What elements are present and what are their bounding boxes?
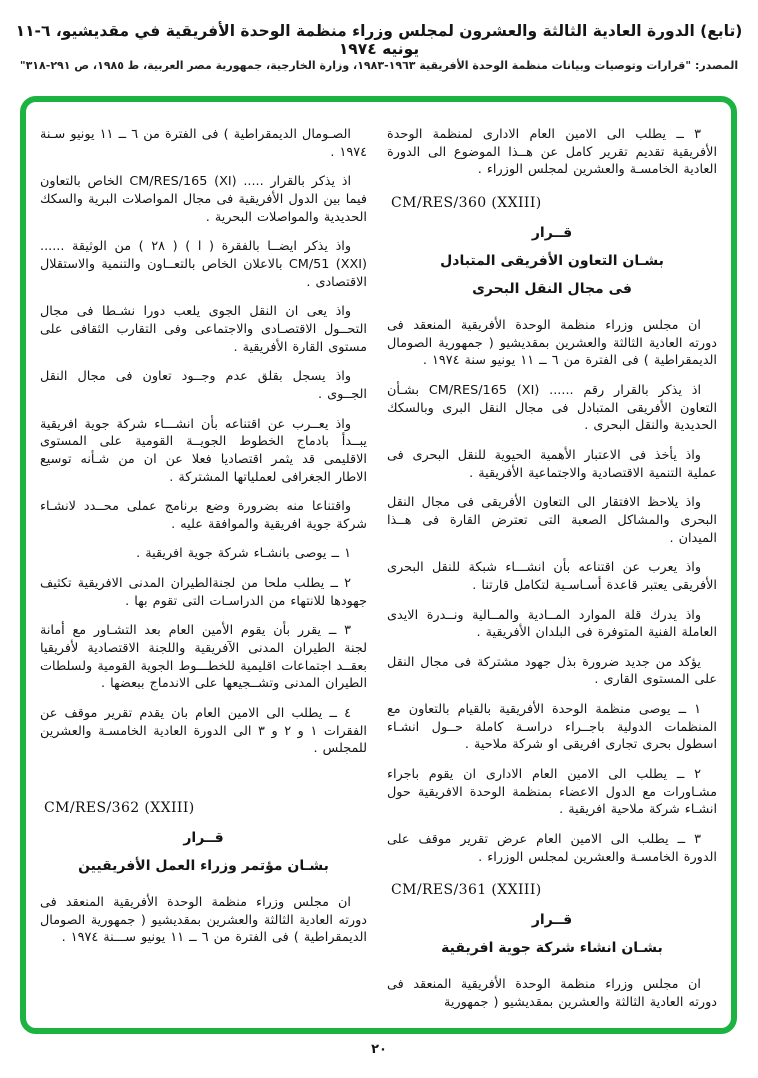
paragraph: اذ يذكر بالقرار رقم ...... CM/RES/165 (XI) بشـأن التعاون الأفريقى المتبادل فى مجال النقل البرى وبالسكك الحديدية والنقل البحرى . — [387, 382, 717, 434]
page-number: ٢٠ — [371, 1042, 387, 1057]
heading-line: فى مجال النقل البحرى — [472, 280, 632, 297]
paragraph: ٣ ــ يقرر بأن يقوم الأمين العام بعد التشـاور مع أمانة لجنة الطيران المدنى الآفريقية واللجنة الاقتصادية لأفريقيا بعقــد اجتماعات اقليمية للخطـــوط الجوية القومية ولسلطات الطيران المدنى وتشــجيعها على الاندماج ببعضها . — [40, 623, 367, 692]
paragraph: الصـومال الديمقراطية ) فى الفترة من ٦ ــ ١١ يونيو سـنة ١٩٧٤ . — [40, 127, 367, 160]
right-column — [387, 126, 717, 1020]
paragraph: واقتناعا منه بضرورة وضع برنامج عملى محــدد لانشـاء شركة جوية افريقية والموافقة عليه . — [40, 499, 367, 532]
paragraph: ١ ــ يوصى بانشـاء شركة جوية افريقية . — [136, 546, 351, 562]
heading-line: قــرار — [531, 224, 573, 241]
paragraph: واذ يدرك قلة الموارد المــادية والمــالية ونــدرة الايدى العاملة الفنية المتوفرة فى البلدان الأفريقية . — [387, 607, 717, 641]
heading-line: بشـان انشاء شركة جوية افريقية — [441, 940, 663, 957]
paragraph: ان مجلس وزراء منظمة الوحدة الأفريقية المنعقد فى دورته العادية الثالثة والعشرين بمقديشيو ( جمهورية — [387, 977, 717, 1011]
paragraph: ٣ ــ يطلب الى الامين العام عرض تقرير موقف على الدورة الخامسـة والعشرين لمجلس الوزراء . — [387, 832, 717, 865]
paragraph: واذ يعى ان النقل الجوى يلعب دورا نشـطا فى مجال التحــول الاقتصـادى والاجتماعى وفى التقارب الثقافى على مستوى القارة الأفريقية . — [40, 304, 367, 355]
paragraph: ٣ ــ يطلب الى الامين العام الادارى لمنظمة الوحدة الأفريقية تقديم تقرير كامل عن هــذا الموضوع الى الدورة العادية الخامسـة والعشرين لمجلس الوزراء . — [387, 127, 717, 178]
resolution-heading — [387, 219, 717, 303]
resolution-ref: CM/RES/360 (XXIII) — [391, 194, 542, 211]
paragraph: ٤ ــ يطلب الى الامين العام بان يقدم تقرير موقف عن الفقرات ١ و ٢ و ٣ الى الدورة العادية الخامسـة والعشرين للمجلس . — [40, 706, 367, 757]
heading-line: قــرار — [531, 912, 573, 929]
resolution-heading — [387, 906, 717, 962]
paragraph: ١ ــ يوصى منظمة الوحدة الأفريقية بالقيام بالتعاون مع المنظمات الدولية باجــراء دراسـة كاملة حــول انشـاء اسطول بحرى تجارى افريقى او شركة ملاحية . — [387, 702, 717, 753]
resolution-ref: CM/RES/362 (XXIII) — [44, 800, 195, 817]
resolution-heading — [40, 824, 367, 880]
paragraph: اذ يذكر بالقرار ..... CM/RES/165 (XI) الخاص بالتعاون فيما بين الدول الأفريقية فى مجال المواصلات البرية والسكك الحديدية والمواصلات البحرية . — [40, 174, 367, 225]
source-citation: المصدر: "قرارات وتوصيات وبيانات منظمة الوحدة الأفريقية ١٩٦٣-١٩٨٣، وزارة الخارجية، جمهورية مصر العربية، ط ١٩٨٥، ص ٢٩١-٣١٨" — [19, 59, 739, 72]
paragraph: واذ يعرب عن اقتناعه بأن انشـــاء شبكة للنقل البحرى الأفريقى يعتبر قاعدة أسـاسـية لتكامل قارتنا . — [387, 560, 717, 593]
resolution-ref: CM/RES/361 (XXIII) — [391, 882, 542, 899]
text-columns — [40, 126, 717, 1020]
paragraph: ان مجلس وزراء منظمة الوحدة الأفريقية المنعقد فى دورته العادية الثالثة والعشرين بمقديشيو ( جمهورية الصومال الديمقراطية ) فى الفترة من ٦ ــ ١١ يونيو ســـنة ١٩٧٤ . — [40, 895, 367, 946]
heading-line: بشـان مؤتمر وزراء العمل الأفريقيين — [78, 858, 329, 875]
paragraph: واذ يذكر ايضــا بالفقرة ( ا ) ( ٢٨ ) من الوثيقة ...... CM/51 (XXI) بالاعلان الخاص بالتعــاون والتنمية والاستقلال الاقتصادى . — [40, 239, 367, 290]
paragraph: واذ يعــرب عن اقتناعه بأن انشـــاء شركة جوية افريقية يبــدأ بادماج الخطوط الجويــة القومية على المستوى الاقليمى قد يثمر اقتصاديا فعلا عن ان من شـأنه توسيع الاطار الجغرافى لعملياتها المشتركة . — [40, 416, 367, 485]
heading-line: قــرار — [183, 830, 224, 847]
paragraph: واذ يلاحظ الافتقار الى التعاون الأفريقى فى مجال النقل البحرى والمشاكل الصعبة التى تعترض القارة فى هــذا الميدان . — [387, 495, 717, 546]
paragraph: ان مجلس وزراء منظمة الوحدة الأفريقية المنعقد فى دورته العادية الثالثة والعشرين بمقديشيو ( جمهورية الصومال الديمقراطية ) فى الفترة من ٦ ــ ١١ يونيو سنة ١٩٧٤ . — [387, 317, 717, 369]
paragraph: ٢ ــ يطلب ملحا من لجنةالطيران المدنى الافريقية تكثيف جهودها للانتهاء من الدراسـات التى تقوم بها . — [40, 576, 367, 609]
heading-line: بشـان التعاون الأفريقى المتبادل — [440, 252, 664, 269]
left-column — [40, 126, 367, 1020]
paragraph: يؤكد من جديد ضرورة بذل جهود مشتركة فى مجال النقل على المستوى القارى . — [387, 654, 717, 688]
paragraph: ٢ ــ يطلب الى الامين العام الادارى ان يقوم باجراء مشـاورات مع الدول الاعضاء بمنظمة الوحدة الافريقية حول انشـاء شركة ملاحية افريقية . — [387, 767, 717, 818]
page-title: (تابع) الدورة العادية الثالثة والعشرون لمجلس وزراء منظمة الوحدة الأفريقية في مقديشيو، ٦-١١ يونيه ١٩٧٤ — [15, 22, 743, 58]
paragraph: واذ يسجل بقلق عدم وجــود تعاون فى مجال النقل الجــوى . — [40, 369, 367, 402]
document-frame — [20, 96, 737, 1034]
paragraph: واذ يأخذ فى الاعتبار الأهمية الحيوية للنقل البحرى فى عملية التنمية الاقتصادية والاجتماعية الأفريقية . — [387, 447, 717, 481]
